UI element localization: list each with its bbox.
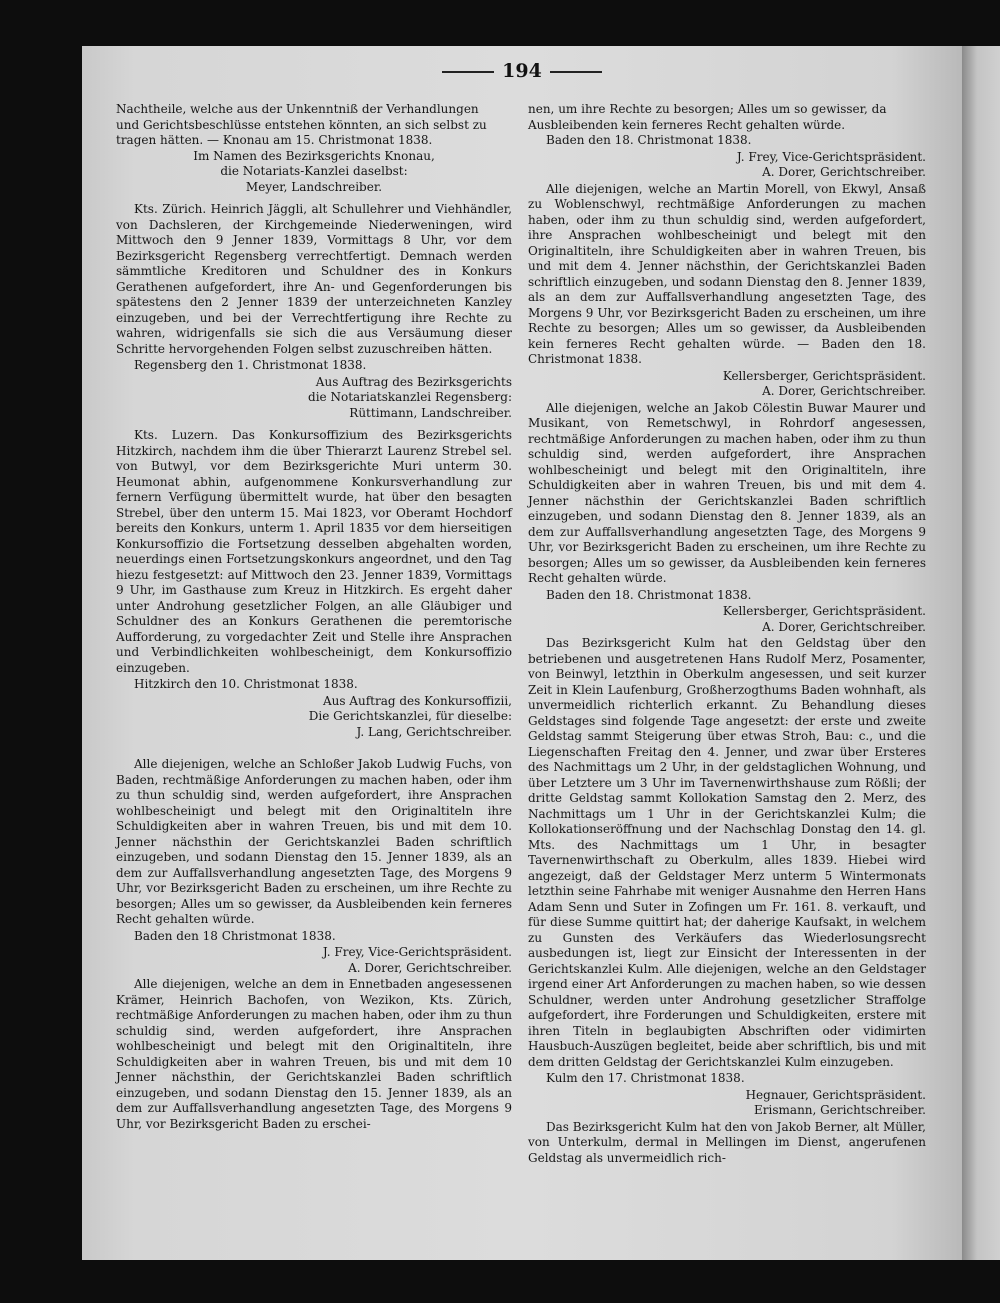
notice-signature [528, 1088, 926, 1119]
notice-berner: Das Bezirksgericht Kulm hat den von Jakob Berner, alt Müller, von Unterkulm, dermal in Mellingen im Dienst, angerufenen Geldstag als unvermeidlich rich- [528, 1119, 926, 1165]
signature-line: Kellersberger, Gerichtspräsident. [722, 604, 926, 618]
notice-date: Baden den 18. Christmonat 1838. [546, 587, 752, 602]
notice-fuchs: Alle diejenigen, welche an Schloßer Jakob Ludwig Fuchs, von Baden, rechtmäßige Anforderungen zu machen haben, oder ihm zu thun schuldig sind, werden aufgefordert, ihre Ansprachen wohlbescheinigt und belegt mit den Originaltiteln ihre Schuldigkeiten aber in wahren Treuen, bis und mit dem 10. Jenner nächsthin der Gerichtskanzlei Baden schriftlich einzugeben, und sodann Dienstag den 15. Jenner 1839, als an dem zur Auffallsverhandlung angesetzten Tage, des Morgens 9 Uhr, vor Bezirksgericht Baden zu erscheinen, um ihre Rechte zu besorgen; Alles um so gewisser, da Ausbleibenden kein ferneres Recht gehalten würde. [116, 757, 512, 926]
signature-line: Kellersberger, Gerichtspräsident. [722, 368, 926, 383]
notice-bachofen: Alle diejenigen, welche an dem in Ennetbaden angesessenen Krämer, Heinrich Bachofen, von Wezikon, Kts. Zürich, rechtmäßige Anforderungen zu machen haben, oder ihm zu thun schuldig sind, werden aufgefordert, ihre Ansprachen wohlbescheinigt und belegt mit den Originaltiteln, ihre Schuldigkeiten aber in wahren Treuen, bis und mit dem 10 Jenner nächsthin, der Gerichtskanzlei Baden schriftlich einzugeben, und sodann Dienstag den 15. Jenner 1839, als an dem zur Auffallsverhandlung angesetzten Tage, des Morgens 9 Uhr, vor Bezirksgericht Baden zu erschei- [116, 977, 512, 1131]
left-column [116, 102, 512, 1133]
text-line: Ausbleibenden kein ferneres Recht gehalten würde. [528, 117, 846, 132]
notice-signature [116, 375, 512, 422]
text-line: tragen hätten. — Knonau am 15. Christmonat 1838. [116, 133, 433, 147]
text-line: nen, um ihre Rechte zu besorgen; Alles um so gewisser, da [528, 102, 887, 116]
notice-date: Baden den 18 Christmonat 1838. [134, 928, 336, 943]
notice-luzern: Kts. Luzern. Das Konkursoffizium des Bezirksgerichts Hitzkirch, nachdem ihm die über Thierarzt Laurenz Strebel sel. von Butwyl, vor dem Bezirksgerichte Muri unterm 30. Heumonat abhin, aufgenommene Konkursverhandlung zur fernern Verfügung übermittelt wurde, hat über den besagten Strebel, über den unterm 15. Mai 1823, vor Oberamt Hochdorf bereits den Konkurs, unterm 1. April 1835 vor dem hierseitigen Konkursoffizio die Fortsetzung desselben abgehalten worden, neuerdings einen Fortsetzungskonkurs angeordnet, und den Tag hiezu festgesetzt: auf Mittwoch den 23. Jenner 1839, Vormittags 9 Uhr, im Gasthause zum Kreuz in Hitzkirch. Es ergeht daher unter Androhung gesetzlicher Folgen, an alle Gläubiger und Schuldner des an Konkurs Gerathenen die peremtorische Aufforderung, zu vorgedachter Zeit und Stelle ihre Ansprachen und Verbindlichkeiten wohlbescheinigt, dem Konkursoffizio einzugeben. [116, 428, 512, 675]
signature-line: Meyer, Landschreiber. [245, 179, 383, 194]
signature-line: A. Dorer, Gerichtschreiber. [348, 960, 512, 975]
notice-date: Baden den 18. Christmonat 1838. [546, 133, 752, 147]
notice-buwar: Alle diejenigen, welche an Jakob Cölestin Buwar Maurer und Musikant, von Remetschwyl, in Rohrdorf angesessen, rechtmäßige Anforderungen zu machen haben, oder ihm zu thun schuldig sind, werden aufgefordert, ihre Ansprachen wohlbescheinigt und belegt mit den Originaltiteln, ihre Schuldigkeiten aber in wahren Treuen, bis und mit dem 4. Jenner nächsthin der Gerichtskanzlei Baden schriftlich einzugeben, und sodann Dienstag den 8. Jenner 1839, als an dem zur Auffallsverhandlung angesetzten Tage, des Morgens 9 Uhr, vor Bezirksgericht Baden zu erscheinen, um ihre Rechte zu besorgen; Alles um so gewisser, da Ausbleibenden kein ferneres Recht gehalten würde. [528, 400, 926, 585]
header-rule-left [442, 71, 494, 73]
notice-knonau [116, 102, 512, 195]
signature-line: J. Frey, Vice-Gerichtspräsident. [736, 149, 926, 164]
signature-line: Die Gerichtskanzlei, für dieselbe: [308, 709, 512, 723]
signature-line: Aus Auftrag des Bezirksgerichts [315, 374, 512, 389]
signature-line: die Notariats-Kanzlei daselbst: [220, 164, 408, 178]
notice-signature [528, 604, 926, 635]
notice-signature [528, 150, 926, 181]
newspaper-page [82, 46, 962, 1260]
signature-line: Rüttimann, Landschreiber. [349, 405, 512, 420]
signature-line: J. Frey, Vice-Gerichtspräsident. [322, 945, 512, 959]
notice-date: Kulm den 17. Christmonat 1838. [546, 1071, 745, 1085]
notice-date: Hitzkirch den 10. Christmonat 1838. [134, 677, 358, 691]
text-line: Nachtheile, welche aus der Unkenntniß der Verhandlungen [116, 102, 479, 116]
notice-signature [116, 694, 512, 741]
notice-morell: Alle diejenigen, welche an Martin Morell, von Ekwyl, Ansaß zu Woblenschwyl, rechtmäßige Anforderungen zu machen haben, oder ihm zu thun schuldig sind, werden aufgefordert, ihre Ansprachen wohlbescheinigt und belegt mit den Originaltiteln, ihre Schuldigkeiten aber in wahren Treuen, bis und mit dem 4. Jenner nächsthin, der Gerichtskanzlei Baden schriftlich einzugeben, und sodann Dienstag den 8. Jenner 1839, als an dem zur Auffallsverhandlung angesetzten Tage, des Morgens 9 Uhr, vor Bezirksgericht Baden zu erscheinen, um ihre Rechte zu besorgen; Alles um so gewisser, da Ausbleibenden kein ferneres Recht gehalten würde. — Baden den 18. Christmonat 1838. [528, 181, 926, 366]
signature-line: Hegnauer, Gerichtspräsident. [745, 1087, 926, 1102]
signature-line: A. Dorer, Gerichtschreiber. [762, 619, 926, 634]
signature-line: Aus Auftrag des Konkursoffizii, [322, 693, 512, 708]
notice-date: Regensberg den 1. Christmonat 1838. [134, 358, 367, 372]
signature-line: Erismann, Gerichtschreiber. [754, 1103, 926, 1117]
page-header [82, 60, 962, 82]
next-page-edge [962, 46, 1000, 1260]
signature-line: Im Namen des Bezirksgerichts Knonau, [193, 148, 435, 163]
notice-zuerich: Kts. Zürich. Heinrich Jäggli, alt Schullehrer und Viehhändler, von Dachsleren, der Kirchgemeinde Niederweningen, wird Mittwoch den 9 Jenner 1839, Vormittags 8 Uhr, vor dem Bezirksgericht Regensberg verrechtfertigt. Demnach werden sämmtliche Kreditoren und Schuldner des in Konkurs Gerathenen aufgefordert, ihre An- und Gegenforderungen bis spätestens den 2 Jenner 1839 der unterzeichneten Kanzley einzugeben, und bei der Verrechtfertigung ihre Rechte zu wahren, widrigenfalls sie sich die aus Versäumung dieser Schritte hervorgehenden Folgen selbst zuzuschreiben hätten. [116, 202, 512, 356]
signature-line: die Notariatskanzlei Regensberg: [308, 390, 512, 404]
notice-signature [528, 369, 926, 400]
header-rule-right [550, 71, 602, 73]
notice-signature [116, 945, 512, 976]
right-column [528, 102, 926, 1167]
page-number: 194 [502, 60, 542, 82]
notice-continuation [528, 102, 926, 149]
notice-merz: Das Bezirksgericht Kulm hat den Geldstag über den betriebenen und ausgetretenen Hans Rudolf Merz, Posamenter, von Beinwyl, letzthin in Oberkulm angesessen, und seit kurzer Zeit in Klein Laufenburg, Großherzogthums Baden wohnhaft, als unvermeidlich richterlich erkannt. Zu Behandlung dieses Geldstages sind folgende Tage angesetzt: der erste und zweite Geldstag sammt Steigerung über etwas Stroh, Bau: c., und die Liegenschaften Freitag den 4. Jenner, und zwar über Ersteres des Nachmittags um 2 Uhr, in der geldstaglichen Wohnung, und über Letztere um 3 Uhr im Tavernenwirthshause zum Rößli; der dritte Geldstag sammt Kollokation Samstag den 2. Merz, des Nachmittags um 1 Uhr in der Gerichtskanzlei Kulm; die Kollokationseröffnung und der Nachschlag Donstag den 14. gl. Mts. des Nachmittags um 1 Uhr, in besagter Tavernenwirthschaft zu Oberkulm, alles 1839. Hiebei wird angezeigt, daß der Geldstager Merz unterm 5 Wintermonats letzthin seine Fahrhabe mit weniger Ausnahme den Herren Hans Adam Senn und Suter in Zofingen um Fr. 161. 8. verkauft, und für diese Summe quittirt hat; der daherige Kaufsakt, in welchem zu Gunsten des Verkäufers das Wiederlosungsrecht ausbedungen ist, liegt zur Einsicht der Interessenten in der Gerichtskanzlei Kulm. Alle diejenigen, welche an den Geldstager irgend einer Art Anforderungen zu machen haben, so wie dessen Schuldner, werden unter Androhung gesetzlicher Straffolge aufgefordert, ihre Forderungen und Schuldigkeiten, erstere mit ihren Titeln in beglaubigten Abschriften oder vidimirten Hausbuch-Auszügen begleitet, beide aber schriftlich, bis und mit dem dritten Geldstag der Gerichtskanzlei Kulm einzugeben. [528, 636, 926, 1069]
signature-line: A. Dorer, Gerichtschreiber. [762, 165, 926, 179]
signature-line: J. Lang, Gerichtschreiber. [356, 724, 512, 739]
text-line: und Gerichtsbeschlüsse entstehen könnten, an sich selbst zu [116, 117, 487, 132]
signature-line: A. Dorer, Gerichtschreiber. [762, 384, 926, 398]
